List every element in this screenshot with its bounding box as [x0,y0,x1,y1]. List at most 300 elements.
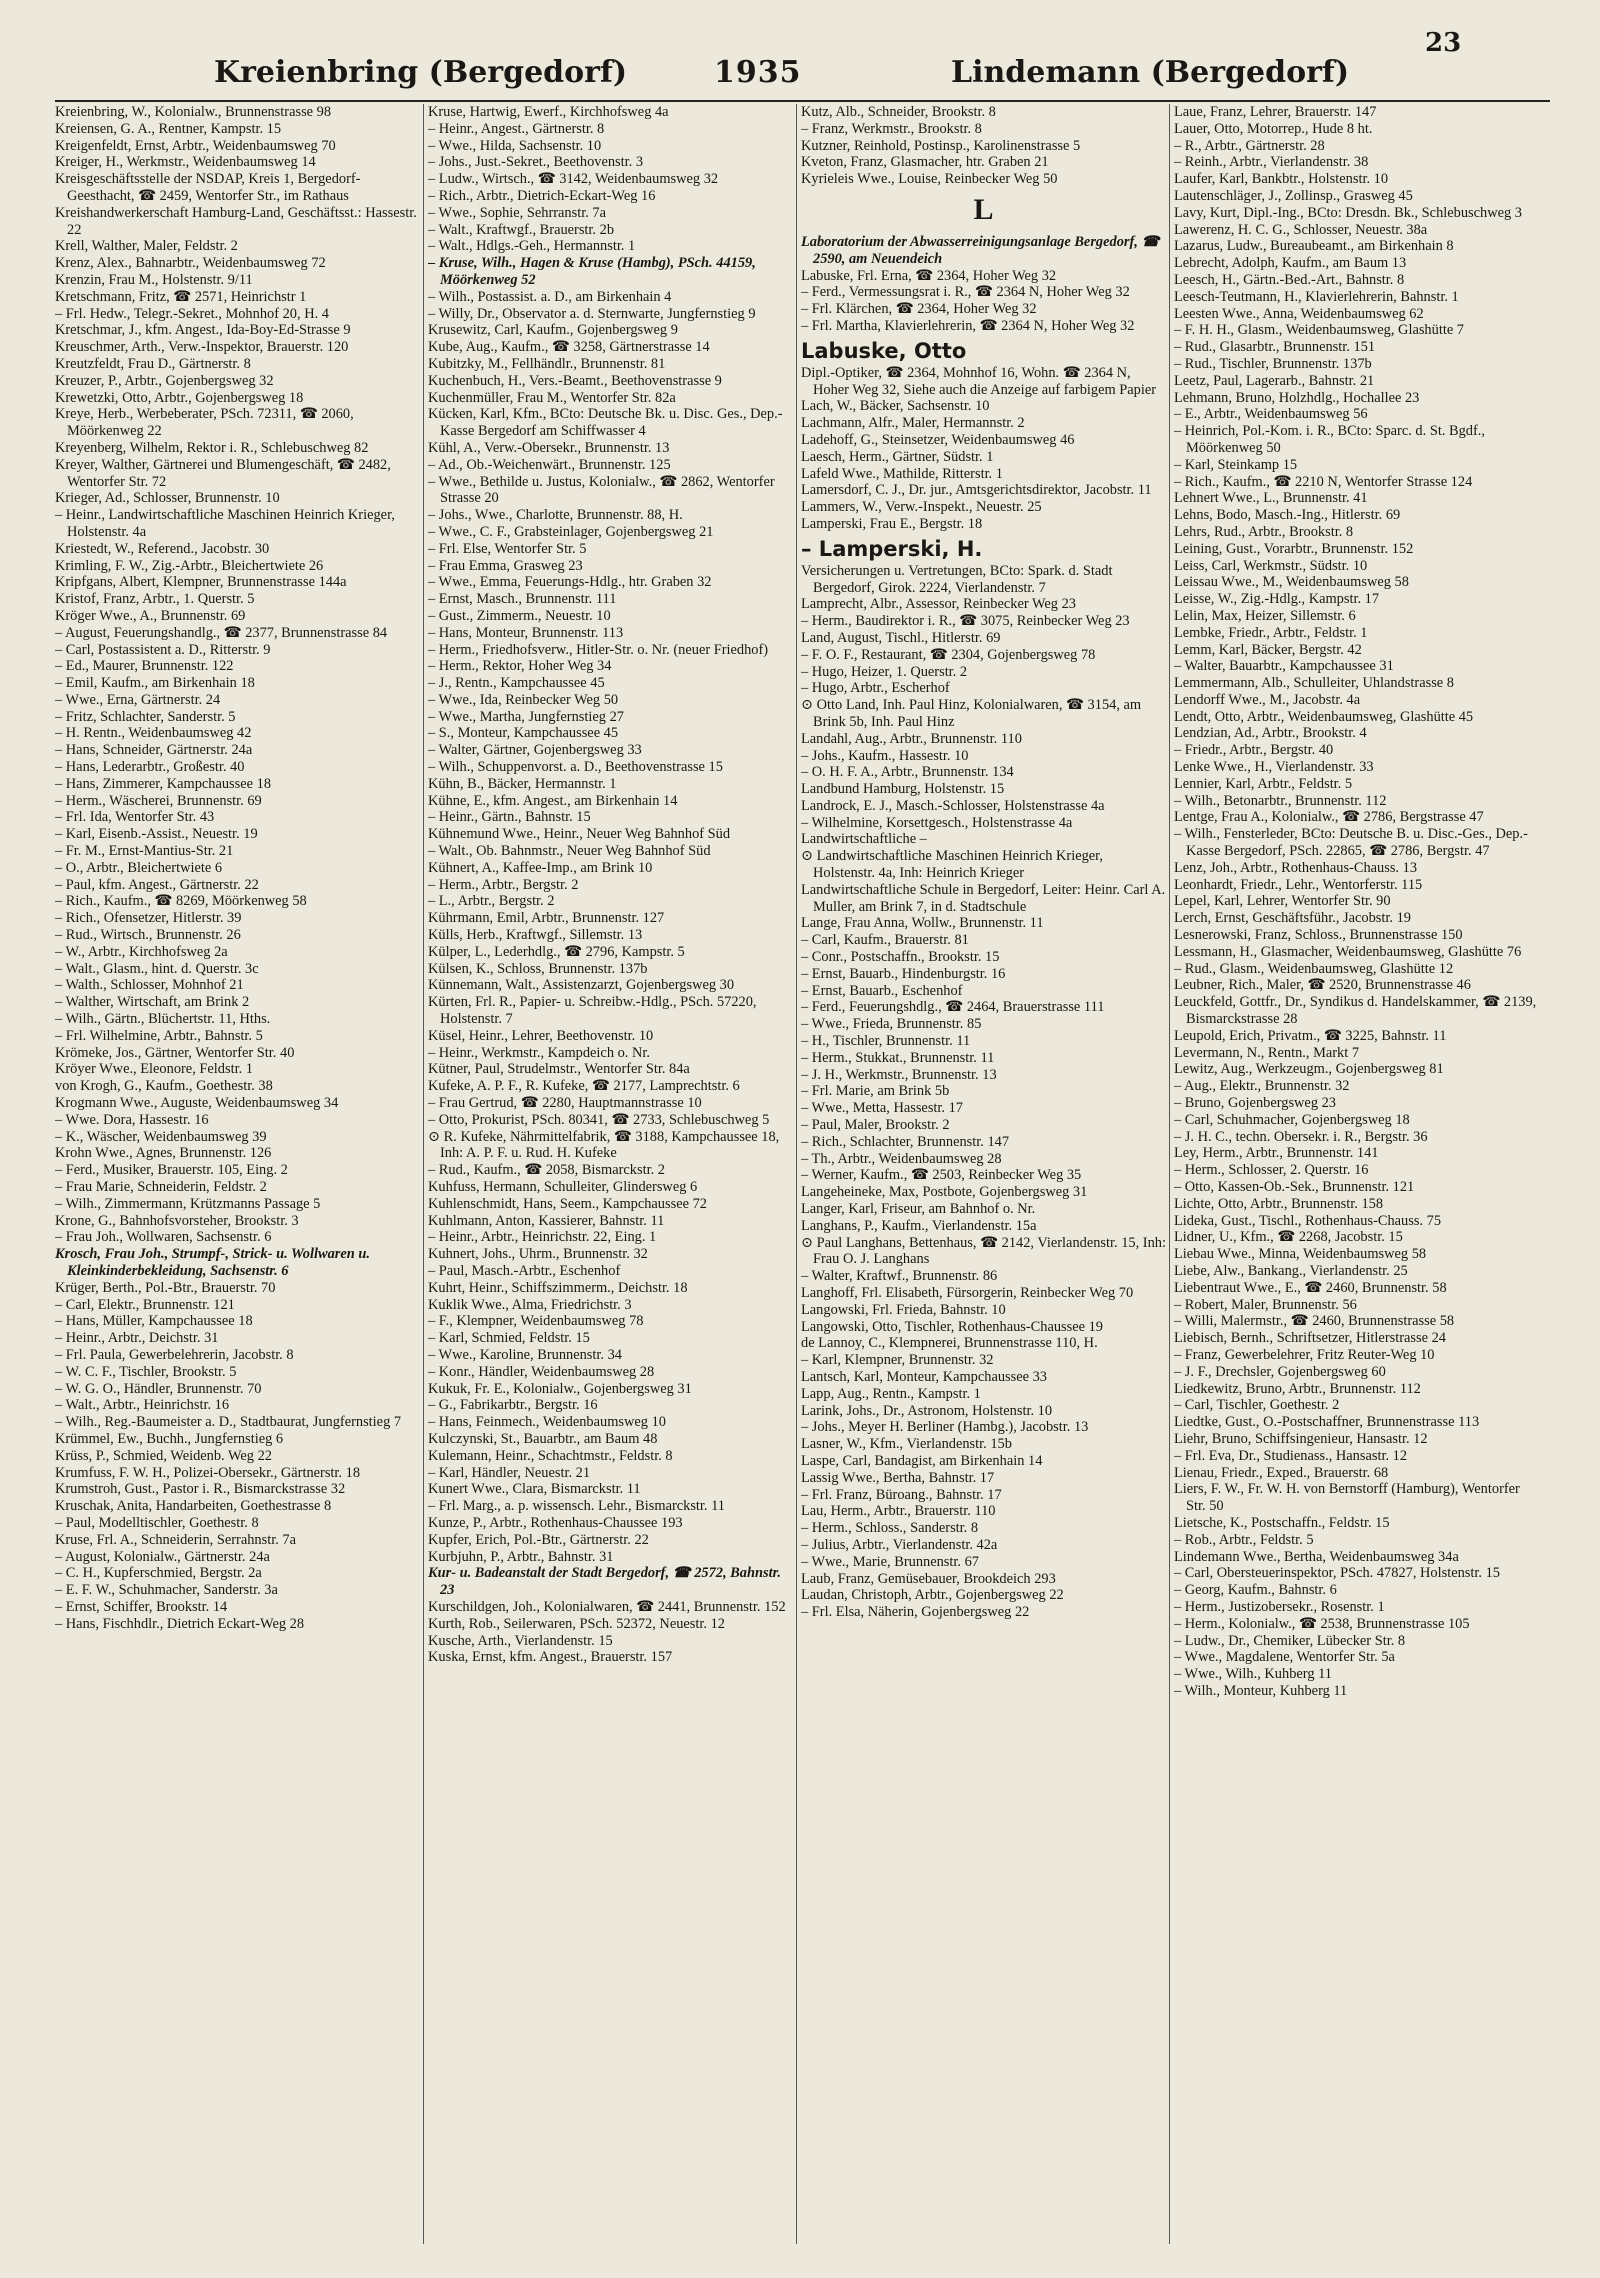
directory-entry: – Hugo, Heizer, 1. Querstr. 2 [801,663,968,680]
directory-entry: Lautenschläger, J., Zollinsp., Grasweg 45 [1174,187,1413,204]
directory-entry: Kutz, Alb., Schneider, Brookstr. 8 [801,104,996,120]
directory-entry: Kührmann, Emil, Arbtr., Brunnenstr. 127 [428,910,665,927]
directory-entry: Krogmann Wwe., Auguste, Weidenbaumsweg 34 [55,1095,339,1112]
header-right: Lindemann (Bergedorf) [951,55,1350,90]
directory-entry: Liedkewitz, Bruno, Arbtr., Brunnenstr. 112 [1174,1380,1421,1397]
directory-entry: ⊙ R. Kufeke, Nährmittelfabrik, ☎ 3188, Kampchaussee 18, Inh: A. P. F. u. Rud. H. Kufeke [428,1128,780,1162]
directory-entry: Leesch-Teutmann, H., Klavierlehrerin, Bahnstr. 1 [1174,288,1459,305]
directory-entry: Lideka, Gust., Tischl., Rothenhaus-Chauss. 75 [1174,1212,1442,1229]
directory-entry: Krosch, Frau Joh., Strumpf-, Strick- u. Wollwaren u. Kleinkinderbekleidung, Sachsenstr. 6 [55,1246,370,1279]
directory-entry: ⊙ Paul Langhans, Bettenhaus, ☎ 2142, Vierlandenstr. 15, Inh: Frau O. J. Langhans [801,1234,1166,1268]
directory-entry: – Frl. Marie, am Brink 5b [801,1083,950,1100]
directory-entry: – Walter, Kraftwf., Brunnenstr. 86 [801,1268,998,1285]
directory-entry: – Fritz, Schlachter, Sanderstr. 5 [55,708,236,725]
directory-entry: – Walt., Kraftwgf., Brauerstr. 2b [428,221,615,238]
directory-entry: – J. F., Drechsler, Gojenbergsweg 60 [1174,1363,1386,1380]
directory-entry: Kulemann, Heinr., Schachtmstr., Feldstr. 8 [428,1447,673,1464]
directory-entry: Lendorff Wwe., M., Jacobstr. 4a [1174,691,1361,708]
directory-entry: – Herm., Schlosser, 2. Querstr. 16 [1174,1162,1369,1179]
directory-entry: – Herm., Schloss., Sanderstr. 8 [801,1520,979,1537]
directory-entry: – Gust., Zimmerm., Neuestr. 10 [428,607,611,624]
directory-entry: – Julius, Arbtr., Vierlandenstr. 42a [801,1536,998,1553]
column-divider [796,104,797,2244]
directory-entry: Leupold, Erich, Privatm., ☎ 3225, Bahnstr. 11 [1174,1027,1447,1044]
directory-entry: Kurschildgen, Joh., Kolonialwaren, ☎ 2441, Brunnenstr. 152 [428,1598,786,1615]
directory-entry: – Walter, Gärtner, Gojenbergsweg 33 [428,742,642,759]
directory-entry: Lesnerowski, Franz, Schloss., Brunnenstrasse 150 [1174,927,1463,944]
directory-entry: – Frau Marie, Schneiderin, Feldstr. 2 [55,1179,267,1195]
column-2 [428,104,793,2244]
directory-entry: Kulczynski, St., Bauarbtr., am Baum 48 [428,1430,658,1447]
directory-entry: Lessmann, H., Glasmacher, Weidenbaumsweg, Glashütte 76 [1174,943,1522,960]
directory-entry: – Rud., Kaufm., ☎ 2058, Bismarckstr. 2 [428,1162,665,1179]
directory-entry: – Friedr., Arbtr., Bergstr. 40 [1174,742,1334,759]
directory-entry: – Ludw., Wirtsch., ☎ 3142, Weidenbaumsweg 32 [428,171,719,188]
directory-entry: Kriestedt, W., Referend., Jacobstr. 30 [55,540,270,557]
directory-entry: Kur- u. Badeanstalt der Stadt Bergedorf, ☎ 2572, Bahnstr. 23 [428,1565,781,1599]
directory-entry: – Walther, Wirtschaft, am Brink 2 [55,994,250,1011]
directory-entry: – Walt., Ob. Bahnmstr., Neuer Weg Bahnhof Süd [428,843,711,860]
directory-entry: Kruse, Frl. A., Schneiderin, Serrahnstr. 7a [55,1531,296,1548]
directory-entry: Kripfgans, Albert, Klempner, Brunnenstrasse 144a [55,574,347,591]
directory-entry: Krewetzki, Otto, Arbtr., Gojenbergsweg 18 [55,389,304,406]
directory-entry: – Frl. Eva, Dr., Studienass., Hansastr. 12 [1174,1447,1408,1464]
directory-entry: Lavy, Kurt, Dipl.-Ing., BCto: Dresdn. Bk., Schlebuschweg 3 [1174,204,1522,221]
directory-entry: Lennier, Karl, Arbtr., Feldstr. 5 [1174,775,1353,792]
directory-entry: – Wwe., Wilh., Kuhberg 11 [1174,1666,1332,1683]
directory-entry: – Karl, Händler, Neuestr. 21 [428,1464,591,1481]
directory-entry: Lindemann Wwe., Bertha, Weidenbaumsweg 34a [1174,1548,1459,1565]
directory-entry: – Hans, Zimmerer, Kampchaussee 18 [55,775,272,792]
directory-entry: – Ferd., Musiker, Brauerstr. 105, Eing. 2 [55,1162,288,1179]
directory-entry: – J., Rentn., Kampchaussee 45 [428,675,605,692]
directory-entry: Leetz, Paul, Lagerarb., Bahnstr. 21 [1174,372,1375,389]
directory-entry: – Hans, Fischhdlr., Dietrich Eckart-Weg 28 [55,1615,305,1632]
directory-entry: – Wilh., Schuppenvorst. a. D., Beethovenstrasse 15 [428,759,723,776]
directory-entry: Liebentraut Wwe., E., ☎ 2460, Brunnenstr. 58 [1174,1279,1447,1296]
directory-entry: – Wwe., Sophie, Sehrranstr. 7a [428,204,606,221]
directory-entry: – O. H. F. A., Arbtr., Brunnenstr. 134 [801,764,1014,781]
directory-entry: Versicherungen u. Vertretungen, BCto: Spark. d. Stadt Bergedorf, Girok. 2224, Vierlandenstr. 7 [801,562,1113,596]
directory-entry: – Wilh., Zimmermann, Krützmanns Passage 5 [55,1195,321,1212]
directory-entry: – Rich., Schlachter, Brunnenstr. 147 [801,1133,1010,1150]
featured-entry-heading: – Lamperski, H. [801,536,983,561]
directory-entry: Lantsch, Karl, Monteur, Kampchaussee 33 [801,1368,1047,1385]
directory-entry: Külsen, K., Schloss, Brunnenstr. 137b [428,960,648,977]
directory-entry: Liehr, Bruno, Schiffsingenieur, Hansastr. 12 [1174,1430,1428,1447]
directory-entry: – Ferd., Feuerungshdlg., ☎ 2464, Brauerstrasse 111 [801,999,1105,1016]
directory-entry: Kröyer Wwe., Eleonore, Feldstr. 1 [55,1061,253,1078]
directory-entry: Lepel, Karl, Lehrer, Wentorfer Str. 90 [1174,893,1391,910]
directory-entry: Kuklik Wwe., Alma, Friedrichstr. 3 [428,1296,632,1313]
directory-entry: Laufer, Karl, Bankbtr., Holstenstr. 10 [1174,171,1389,188]
directory-entry: Laub, Franz, Gemüsebauer, Brookdeich 293 [801,1570,1056,1587]
directory-entry: Kyrieleis Wwe., Louise, Reinbecker Weg 50 [801,171,1058,188]
directory-entry: – Wilh., Fensterleder, BCto: Deutsche B. u. Disc.-Ges., Dep.-Kasse Bergedorf, PSch. 22865, ☎ 2786, Bergstr. 47 [1174,826,1528,860]
directory-entry: – Frl. Klärchen, ☎ 2364, Hoher Weg 32 [801,301,1037,318]
directory-entry: Lammers, W., Verw.-Inspekt., Neuestr. 25 [801,499,1042,516]
directory-entry: – Aug., Elektr., Brunnenstr. 32 [1174,1078,1350,1095]
directory-entry: Kuhlmann, Anton, Kassierer, Bahnstr. 11 [428,1212,665,1229]
directory-entry: Kurth, Rob., Seilerwaren, PSch. 52372, Neuestr. 12 [428,1615,725,1632]
directory-entry: – Frl. Hedw., Telegr.-Sekret., Mohnhof 20, H. 4 [55,305,329,322]
directory-entry: – Willi, Malermstr., ☎ 2460, Brunnenstrasse 58 [1174,1313,1455,1330]
directory-entry: – Wwe., Hilda, Sachsenstr. 10 [428,137,602,154]
directory-entry: Laesch, Herm., Gärtner, Südstr. 1 [801,448,994,465]
directory-entry: – Wilhelmine, Korsettgesch., Holstenstrasse 4a [801,814,1073,831]
directory-entry: – Robert, Maler, Brunnenstr. 56 [1174,1296,1357,1313]
column-divider [1169,104,1170,2244]
directory-entry: Lawerenz, H. C. G., Schlosser, Neuestr. 38a [1174,221,1428,238]
header-year: 1935 [714,55,802,90]
directory-entry: – Hans, Feinmech., Weidenbaumsweg 10 [428,1414,666,1431]
directory-entry: – Paul, kfm. Angest., Gärtnerstr. 22 [55,876,259,893]
directory-entry: Kukuk, Fr. E., Kolonialw., Gojenbergsweg 31 [428,1380,692,1397]
directory-entry: Leubner, Rich., Maler, ☎ 2520, Brunnenstrasse 46 [1174,977,1471,994]
directory-entry: Kruse, Hartwig, Ewerf., Kirchhofsweg 4a [428,104,669,120]
directory-entry: Kühl, A., Verw.-Obersekr., Brunnenstr. 13 [428,439,670,456]
directory-entry: – Johs., Just.-Sekret., Beethovenstr. 3 [428,154,644,171]
directory-entry: – Heinr., Angest., Gärtnerstr. 8 [428,120,605,137]
directory-entry: – Konr., Händler, Weidenbaumsweg 28 [428,1363,655,1380]
directory-entry: Kuchenbuch, H., Vers.-Beamt., Beethovenstrasse 9 [428,372,722,389]
directory-entry: – F. H. H., Glasm., Weidenbaumsweg, Glashütte 7 [1174,322,1464,339]
directory-entry: Langer, Karl, Friseur, am Bahnhof o. Nr. [801,1201,1036,1218]
directory-entry: – Frl. Wilhelmine, Arbtr., Bahnstr. 5 [55,1027,263,1044]
directory-entry: Lembke, Friedr., Arbtr., Feldstr. 1 [1174,624,1368,641]
directory-entry: Kutzner, Reinhold, Postinsp., Karolinenstrasse 5 [801,137,1081,154]
directory-entry: Kunze, P., Arbtr., Rothenhaus-Chaussee 193 [428,1514,683,1531]
directory-entry: ⊙ Otto Land, Inh. Paul Hinz, Kolonialwaren, ☎ 3154, am Brink 5b, Inh. Paul Hinz [801,697,1142,730]
directory-entry: Lelin, Max, Heizer, Sillemstr. 6 [1174,607,1356,624]
directory-entry: – H. Rentn., Weidenbaumsweg 42 [55,725,252,742]
directory-entry: – Heinr., Gärtn., Bahnstr. 15 [428,809,591,826]
directory-entry: Krömeke, Jos., Gärtner, Wentorfer Str. 40 [55,1044,295,1061]
directory-entry: Krüss, P., Schmied, Weidenb. Weg 22 [55,1447,272,1464]
directory-entry: – Walt., Glasm., hint. d. Querstr. 3c [55,960,259,977]
directory-entry: Ley, Herm., Arbtr., Brunnenstr. 141 [1174,1145,1379,1162]
featured-entry-heading: Labuske, Otto [801,338,967,363]
directory-entry: Kreiensen, G. A., Rentner, Kampstr. 15 [55,120,282,137]
directory-entry: Langowski, Otto, Tischler, Rothenhaus-Chaussee 19 [801,1318,1104,1335]
directory-entry: Lamersdorf, C. J., Dr. jur., Amtsgerichtsdirektor, Jacobstr. 11 [801,482,1152,499]
directory-entry: Kubitzky, M., Fellhändlr., Brunnenstr. 81 [428,355,666,372]
directory-entry: – Kruse, Wilh., Hagen & Kruse (Hambg), PSch. 44159, Möörkenweg 52 [428,255,756,288]
directory-entry: Liebau Wwe., Minna, Weidenbaumsweg 58 [1174,1246,1427,1263]
directory-entry: Külper, L., Lederhdlg., ☎ 2796, Kampstr. 5 [428,943,685,960]
directory-entry: Leonhardt, Friedr., Lehr., Wentorferstr. 115 [1174,876,1423,893]
directory-entry: Lehnert Wwe., L., Brunnenstr. 41 [1174,490,1368,507]
directory-entry: Lentge, Frau A., Kolonialw., ☎ 2786, Bergstrasse 47 [1174,809,1484,826]
directory-entry: Lendzian, Ad., Arbtr., Brookstr. 4 [1174,725,1367,742]
directory-entry: – Werner, Kaufm., ☎ 2503, Reinbecker Weg 35 [801,1167,1082,1184]
directory-entry: – J. H. C., techn. Obersekr. i. R., Bergstr. 36 [1174,1128,1428,1145]
directory-entry: Kurbjuhn, P., Arbtr., Bahnstr. 31 [428,1548,614,1565]
directory-entry: – Wilh., Postassist. a. D., am Birkenhain 4 [428,288,672,305]
directory-entry: – Ferd., Vermessungsrat i. R., ☎ 2364 N, Hoher Weg 32 [801,284,1130,301]
directory-entry: Lidner, U., Kfm., ☎ 2268, Jacobstr. 15 [1174,1229,1403,1246]
directory-entry: Liers, F. W., Fr. W. H. von Bernstorff (Hamburg), Wentorfer Str. 50 [1174,1481,1520,1515]
directory-entry: Kreyenberg, Wilhelm, Rektor i. R., Schlebuschweg 82 [55,439,369,456]
directory-entry: Laboratorium der Abwasserreinigungsanlage Bergedorf, ☎ 2590, am Neuendeich [801,233,1160,267]
directory-entry: Kupfer, Erich, Pol.-Btr., Gärtnerstr. 22 [428,1531,649,1548]
directory-entry: – Heinr., Landwirtschaftliche Maschinen Heinrich Krieger, Holstenstr. 4a [55,507,395,540]
directory-entry: Leesten Wwe., Anna, Weidenbaumsweg 62 [1174,305,1424,322]
directory-entry: Lienau, Friedr., Exped., Brauerstr. 68 [1174,1464,1389,1481]
directory-entry: – G., Fabrikarbtr., Bergstr. 16 [428,1397,598,1414]
directory-entry: Kühne, E., kfm. Angest., am Birkenhain 14 [428,792,678,809]
directory-entry: – Hans, Monteur, Brunnenstr. 113 [428,624,624,641]
directory-entry: Lenz, Joh., Arbtr., Rothenhaus-Chauss. 13 [1174,859,1418,876]
directory-entry: Lehmann, Bruno, Holzhdlg., Hochallee 23 [1174,389,1420,406]
directory-entry: – Wilh., Gärtn., Blüchertstr. 11, Hths. [55,1011,271,1028]
directory-entry: – Karl, Eisenb.-Assist., Neuestr. 19 [55,826,258,843]
directory-entry: Leisse, W., Zig.-Hdlg., Kampstr. 17 [1174,591,1380,608]
directory-entry: Kunert Wwe., Clara, Bismarckstr. 11 [428,1481,641,1498]
directory-entry: – Frl. Elsa, Näherin, Gojenbergsweg 22 [801,1604,1030,1621]
directory-entry: Lafeld Wwe., Mathilde, Ritterstr. 1 [801,465,1003,482]
column-divider [423,104,424,2244]
directory-entry: – Wwe., C. F., Grabsteinlager, Gojenbergsweg 21 [428,523,714,540]
directory-entry: Kreuschmer, Arth., Verw.-Inspektor, Brauerstr. 120 [55,339,349,356]
directory-entry: Kreutzfeldt, Frau D., Gärtnerstr. 8 [55,355,251,372]
directory-entry: Lassig Wwe., Bertha, Bahnstr. 17 [801,1469,995,1486]
header-left: Kreienbring (Bergedorf) [214,55,628,90]
directory-entry: – Franz, Werkmstr., Brookstr. 8 [801,120,982,137]
directory-entry: – W. C. F., Tischler, Brookstr. 5 [55,1363,237,1380]
directory-entry: Leiss, Carl, Werkmstr., Südstr. 10 [1174,557,1368,574]
directory-entry: – Johs., Meyer H. Berliner (Hambg.), Jacobstr. 13 [801,1419,1089,1436]
directory-entry: – Frau Joh., Wollwaren, Sachsenstr. 6 [55,1229,272,1246]
directory-entry: Krumstroh, Gust., Pastor i. R., Bismarckstrasse 32 [55,1481,346,1498]
directory-entry: – Rud., Wirtsch., Brunnenstr. 26 [55,927,241,944]
directory-entry: – Herm., Wäscherei, Brunnenstr. 69 [55,792,262,809]
directory-entry: – Wilh., Monteur, Kuhberg 11 [1174,1682,1348,1699]
directory-entry: Küsel, Heinr., Lehrer, Beethovenstr. 10 [428,1027,654,1044]
directory-entry: Laspe, Carl, Bandagist, am Birkenhain 14 [801,1452,1043,1469]
directory-entry: – Karl, Klempner, Brunnenstr. 32 [801,1352,994,1369]
directory-entry: Dipl.-Optiker, ☎ 2364, Mohnhof 16, Wohn. ☎ 2364 N, Hoher Weg 32, Siehe auch die Anzeige auf farbigem Papier [801,364,1157,398]
directory-entry: – Walth., Schlosser, Mohnhof 21 [55,977,244,994]
directory-entry: – Walt., Arbtr., Heinrichstr. 16 [55,1397,230,1414]
directory-entry: Kütner, Paul, Strudelmstr., Wentorfer Str. 84a [428,1061,690,1078]
directory-entry: Leuckfeld, Gottfr., Dr., Syndikus d. Handelskammer, ☎ 2139, Bismarckstrasse 28 [1174,994,1537,1028]
directory-entry: – Wwe., Magdalene, Wentorfer Str. 5a [1174,1649,1395,1666]
directory-entry: Kuchenmüller, Frau M., Wentorfer Str. 82a [428,389,676,406]
directory-entry: Kuska, Ernst, kfm. Angest., Brauerstr. 157 [428,1649,673,1666]
directory-entry: Lewitz, Aug., Werkzeugm., Gojenbergsweg 81 [1174,1061,1444,1078]
directory-entry: – R., Arbtr., Gärtnerstr. 28 [1174,137,1325,154]
directory-entry: – Carl, Obersteuerinspektor, PSch. 47827, Holstenstr. 15 [1174,1565,1500,1582]
directory-entry: Lebrecht, Adolph, Kaufm., am Baum 13 [1174,255,1407,272]
directory-entry: – Frau Gertrud, ☎ 2280, Hauptmannstrasse 10 [428,1095,702,1112]
directory-entry: – Carl, Schuhmacher, Gojenbergsweg 18 [1174,1111,1410,1128]
directory-entry: – Ad., Ob.-Weichenwärt., Brunnenstr. 125 [428,456,671,473]
directory-entry: – Heinrich, Pol.-Kom. i. R., BCto: Sparc. d. St. Bgdf., Möörkenweg 50 [1174,423,1485,456]
directory-entry: Lerch, Ernst, Geschäftsführ., Jacobstr. 19 [1174,910,1411,927]
directory-entry: – Frl. Franz, Büroang., Bahnstr. 17 [801,1486,1002,1503]
section-letter: L [973,192,994,226]
directory-entry: Larink, Johs., Dr., Astronom, Holstenstr. 10 [801,1402,1053,1419]
directory-entry: Liedtke, Gust., O.-Postschaffner, Brunnenstrasse 113 [1174,1414,1480,1431]
directory-entry: – Paul, Modelltischler, Goethestr. 8 [55,1514,259,1531]
directory-entry: – Emil, Kaufm., am Birkenhain 18 [55,675,255,692]
directory-entry: Kreiger, H., Werkmstr., Weidenbaumsweg 14 [55,154,316,171]
directory-entry: – Hans, Lederarbtr., Großestr. 40 [55,759,245,776]
directory-entry: – W., Arbtr., Kirchhofsweg 2a [55,943,228,960]
directory-entry: Lange, Frau Anna, Wollw., Brunnenstr. 11 [801,915,1044,932]
directory-entry: – F. O. F., Restaurant, ☎ 2304, Gojenbergsweg 78 [801,646,1096,663]
directory-entry: Kristof, Franz, Arbtr., 1. Querstr. 5 [55,591,255,608]
directory-entry: Kreishandwerkerschaft Hamburg-Land, Geschäftsst.: Hassestr. 22 [55,204,417,238]
directory-entry: Krumfuss, F. W. H., Polizei-Obersekr., Gärtnerstr. 18 [55,1464,361,1481]
directory-entry: – S., Monteur, Kampchaussee 45 [428,725,619,742]
directory-entry: – Johs., Kaufm., Hassestr. 10 [801,747,969,764]
directory-entry: Lauer, Otto, Motorrep., Hude 8 ht. [1174,120,1373,137]
directory-entry: – Wwe., Erna, Gärtnerstr. 24 [55,691,221,708]
directory-entry: – Frl. Paula, Gewerbelehrerin, Jacobstr. 8 [55,1346,294,1363]
directory-entry: – Rud., Tischler, Brunnenstr. 137b [1174,355,1372,372]
page-number: 23 [1425,28,1462,58]
directory-entry: – Ernst, Schiffer, Brookstr. 14 [55,1598,228,1615]
directory-entry: Levermann, N., Rentn., Markt 7 [1174,1044,1360,1061]
directory-entry: Lachmann, Alfr., Maler, Hermannstr. 2 [801,415,1025,432]
directory-entry: Landahl, Aug., Arbtr., Brunnenstr. 110 [801,730,1022,747]
directory-entry: Lach, W., Bäcker, Sachsenstr. 10 [801,398,990,415]
directory-entry: Künnemann, Walt., Assistenzarzt, Gojenbergsweg 30 [428,977,735,994]
directory-entry: Krenz, Alex., Bahnarbtr., Weidenbaumsweg 72 [55,255,326,272]
directory-entry: Langhoff, Frl. Elisabeth, Fürsorgerin, Reinbecker Weg 70 [801,1285,1134,1301]
header-rule [55,100,1550,102]
directory-entry: – Franz, Gewerbelehrer, Fritz Reuter-Weg 10 [1174,1346,1435,1363]
directory-entry: – K., Wäscher, Weidenbaumsweg 39 [55,1128,267,1145]
directory-entry: Lichte, Otto, Arbtr., Brunnenstr. 158 [1174,1195,1384,1212]
directory-entry: – Wwe., Ida, Reinbecker Weg 50 [428,691,619,708]
directory-entry: Lemm, Karl, Bäcker, Bergstr. 42 [1174,641,1362,658]
directory-entry: Kveton, Franz, Glasmacher, htr. Graben 21 [801,154,1049,171]
directory-entry: Land, August, Tischl., Hitlerstr. 69 [801,629,1001,646]
directory-entry: – Herm., Rektor, Hoher Weg 34 [428,658,612,675]
directory-entry: Liebisch, Bernh., Schriftsetzer, Hitlerstrasse 24 [1174,1330,1446,1347]
directory-entry: – Wwe., Martha, Jungfernstieg 27 [428,708,624,725]
directory-entry: Lamprecht, Albr., Assessor, Reinbecker Weg 23 [801,596,1076,613]
directory-entry: – Wilh., Betonarbtr., Brunnenstr. 112 [1174,792,1387,809]
directory-entry: Krohn Wwe., Agnes, Brunnenstr. 126 [55,1145,272,1162]
directory-entry: – Otto, Kassen-Ob.-Sek., Brunnenstr. 121 [1174,1179,1415,1195]
directory-entry: – Carl, Tischler, Goethestr. 2 [1174,1397,1340,1414]
directory-entry: – Georg, Kaufm., Bahnstr. 6 [1174,1582,1337,1599]
directory-entry: – L., Arbtr., Bergstr. 2 [428,893,555,910]
directory-entry: – Carl, Postassistent a. D., Ritterstr. 9 [55,641,271,658]
directory-entry: – Ernst, Bauarb., Hindenburgstr. 16 [801,965,1006,982]
directory-entry: Lemmermann, Alb., Schulleiter, Uhlandstrasse 8 [1174,675,1454,692]
column-3 [801,104,1166,2244]
directory-entry: Landrock, E. J., Masch.-Schlosser, Holstenstrasse 4a [801,797,1105,814]
directory-entry: – August, Kolonialw., Gärtnerstr. 24a [55,1548,270,1565]
directory-entry: Krusewitz, Carl, Kaufm., Gojenbergsweg 9 [428,322,678,339]
directory-entry: – Rud., Glasm., Weidenbaumsweg, Glashütte 12 [1174,960,1454,977]
directory-entry: Kröger Wwe., A., Brunnenstr. 69 [55,607,246,624]
directory-entry: Lamperski, Frau E., Bergstr. 18 [801,515,983,532]
directory-entry: – Frl. Ida, Wentorfer Str. 43 [55,809,215,826]
directory-entry: – F., Klempner, Weidenbaumsweg 78 [428,1313,644,1330]
directory-entry: – Paul, Masch.-Arbtr., Eschenhof [428,1262,621,1279]
directory-entry: – Conr., Postschaffn., Brookstr. 15 [801,949,1000,966]
directory-entry: Krüger, Berth., Pol.-Btr., Brauerstr. 70 [55,1279,276,1296]
directory-entry: – Ernst, Bauarb., Eschenhof [801,982,963,999]
directory-entry: Lehrs, Rud., Arbtr., Brookstr. 8 [1174,523,1354,540]
directory-entry: – Willy, Dr., Observator a. d. Sternwarte, Jungfernstieg 9 [428,305,756,322]
directory-entry: – Frau Emma, Grasweg 23 [428,557,583,574]
directory-entry: Langhans, P., Kaufm., Vierlandenstr. 15a [801,1217,1037,1234]
directory-entry: Laue, Franz, Lehrer, Brauerstr. 147 [1174,104,1377,120]
directory-entry: – E., Arbtr., Weidenbaumsweg 56 [1174,406,1368,423]
directory-entry: Landwirtschaftliche – [801,831,927,848]
directory-entry: – C. H., Kupferschmied, Bergstr. 2a [55,1565,262,1582]
directory-entry: – Rich., Kaufm., ☎ 8269, Möörkenweg 58 [55,893,307,910]
directory-entry: Langeheineke, Max, Postbote, Gojenbergsweg 31 [801,1184,1088,1201]
directory-entry: Lenke Wwe., H., Vierlandenstr. 33 [1174,759,1374,776]
directory-entry: – Wwe., Bethilde u. Justus, Kolonialw., ☎ 2862, Wentorfer Strasse 20 [428,473,775,507]
directory-entry: – Wwe., Frieda, Brunnenstr. 85 [801,1016,982,1033]
directory-entry: – Hans, Müller, Kampchaussee 18 [55,1313,253,1330]
directory-entry: ⊙ Landwirtschaftliche Maschinen Heinrich Krieger, Holstenstr. 4a, Inh: Heinrich Krieger [801,848,1103,882]
directory-entry: Langowski, Frl. Frieda, Bahnstr. 10 [801,1301,1006,1318]
directory-entry: – Otto, Prokurist, PSch. 80341, ☎ 2733, Schlebuschweg 5 [428,1111,770,1128]
directory-entry: Kuhrt, Heinr., Schiffszimmerm., Deichstr. 18 [428,1279,688,1296]
directory-entry: Lapp, Aug., Rentn., Kampstr. 1 [801,1385,981,1402]
directory-entry: – Bruno, Gojenbergsweg 23 [1174,1095,1337,1112]
directory-entry: – H., Tischler, Brunnenstr. 11 [801,1033,971,1050]
directory-entry: – Karl, Steinkamp 15 [1174,456,1298,473]
directory-entry: Kühn, B., Bäcker, Hermannstr. 1 [428,775,617,792]
directory-entry: – Herm., Justizobersekr., Rosenstr. 1 [1174,1598,1385,1615]
directory-entry: – Frl. Marg., a. p. wissensch. Lehr., Bismarckstr. 11 [428,1498,725,1515]
directory-entry: – Herm., Baudirektor i. R., ☎ 3075, Reinbecker Weg 23 [801,613,1130,630]
directory-entry: Kühnemund Wwe., Heinr., Neuer Weg Bahnhof Süd [428,826,731,843]
directory-entry: – Reinh., Arbtr., Vierlandenstr. 38 [1174,154,1369,171]
directory-entry: – J. H., Werkmstr., Brunnenstr. 13 [801,1066,997,1083]
directory-entry: – Ed., Maurer, Brunnenstr. 122 [55,658,234,675]
directory-entry: – Heinr., Werkmstr., Kampdeich o. Nr. [428,1044,650,1061]
directory-entry: Kücken, Karl, Kfm., BCto: Deutsche Bk. u. Disc. Ges., Dep.-Kasse Bergedorf am Schiffwasser 4 [428,406,783,440]
directory-entry: Kreisgeschäftsstelle der NSDAP, Kreis 1, Bergedorf-Geesthacht, ☎ 2459, Wentorfer Str., im Rathaus [55,171,361,204]
directory-entry: – Frl. Martha, Klavierlehrerin, ☎ 2364 N, Hoher Weg 32 [801,317,1135,334]
directory-entry: Lehns, Bodo, Masch.-Ing., Hitlerstr. 69 [1174,507,1401,524]
directory-entry: Krümmel, Ew., Buchh., Jungfernstieg 6 [55,1430,284,1447]
directory-entry: Kufeke, A. P. F., R. Kufeke, ☎ 2177, Lamprechtstr. 6 [428,1078,740,1095]
directory-entry: – Herm., Stukkat., Brunnenstr. 11 [801,1049,995,1066]
directory-entry: Kuhfuss, Hermann, Schulleiter, Glindersweg 6 [428,1179,698,1195]
directory-entry: Kuhlenschmidt, Hans, Seem., Kampchaussee 72 [428,1195,707,1212]
column-1 [55,104,420,2244]
directory-entry: von Krogh, G., Kaufm., Goethestr. 38 [55,1078,273,1095]
directory-entry: Kreyer, Walther, Gärtnerei und Blumengeschäft, ☎ 2482, Wentorfer Str. 72 [55,456,391,490]
directory-entry: Kreuzer, P., Arbtr., Gojenbergsweg 32 [55,372,274,389]
directory-entry: Kretschmar, J., kfm. Angest., Ida-Boy-Ed-Strasse 9 [55,322,351,339]
directory-entry: Leesch, H., Gärtn.-Bed.-Art., Bahnstr. 8 [1174,271,1405,288]
directory-entry: – Herm., Kolonialw., ☎ 2538, Brunnenstrasse 105 [1174,1615,1470,1632]
column-4 [1174,104,1539,2244]
directory-entry: – Rud., Glasarbtr., Brunnenstr. 151 [1174,339,1376,356]
directory-entry: – Walter, Bauarbtr., Kampchaussee 31 [1174,658,1394,675]
directory-entry: Kreye, Herb., Werbeberater, PSch. 72311, ☎ 2060, Möörkenweg 22 [55,406,354,440]
directory-entry: Leining, Gust., Vorarbtr., Brunnenstr. 152 [1174,540,1414,557]
directory-entry: – Th., Arbtr., Weidenbaumsweg 28 [801,1150,1002,1167]
directory-entry: de Lannoy, C., Klempnerei, Brunnenstrasse 110, H. [801,1335,1098,1352]
directory-entry: Laudan, Christoph, Arbtr., Gojenbergsweg 22 [801,1587,1064,1604]
directory-entry: Kretschmann, Fritz, ☎ 2571, Heinrichstr 1 [55,288,307,305]
